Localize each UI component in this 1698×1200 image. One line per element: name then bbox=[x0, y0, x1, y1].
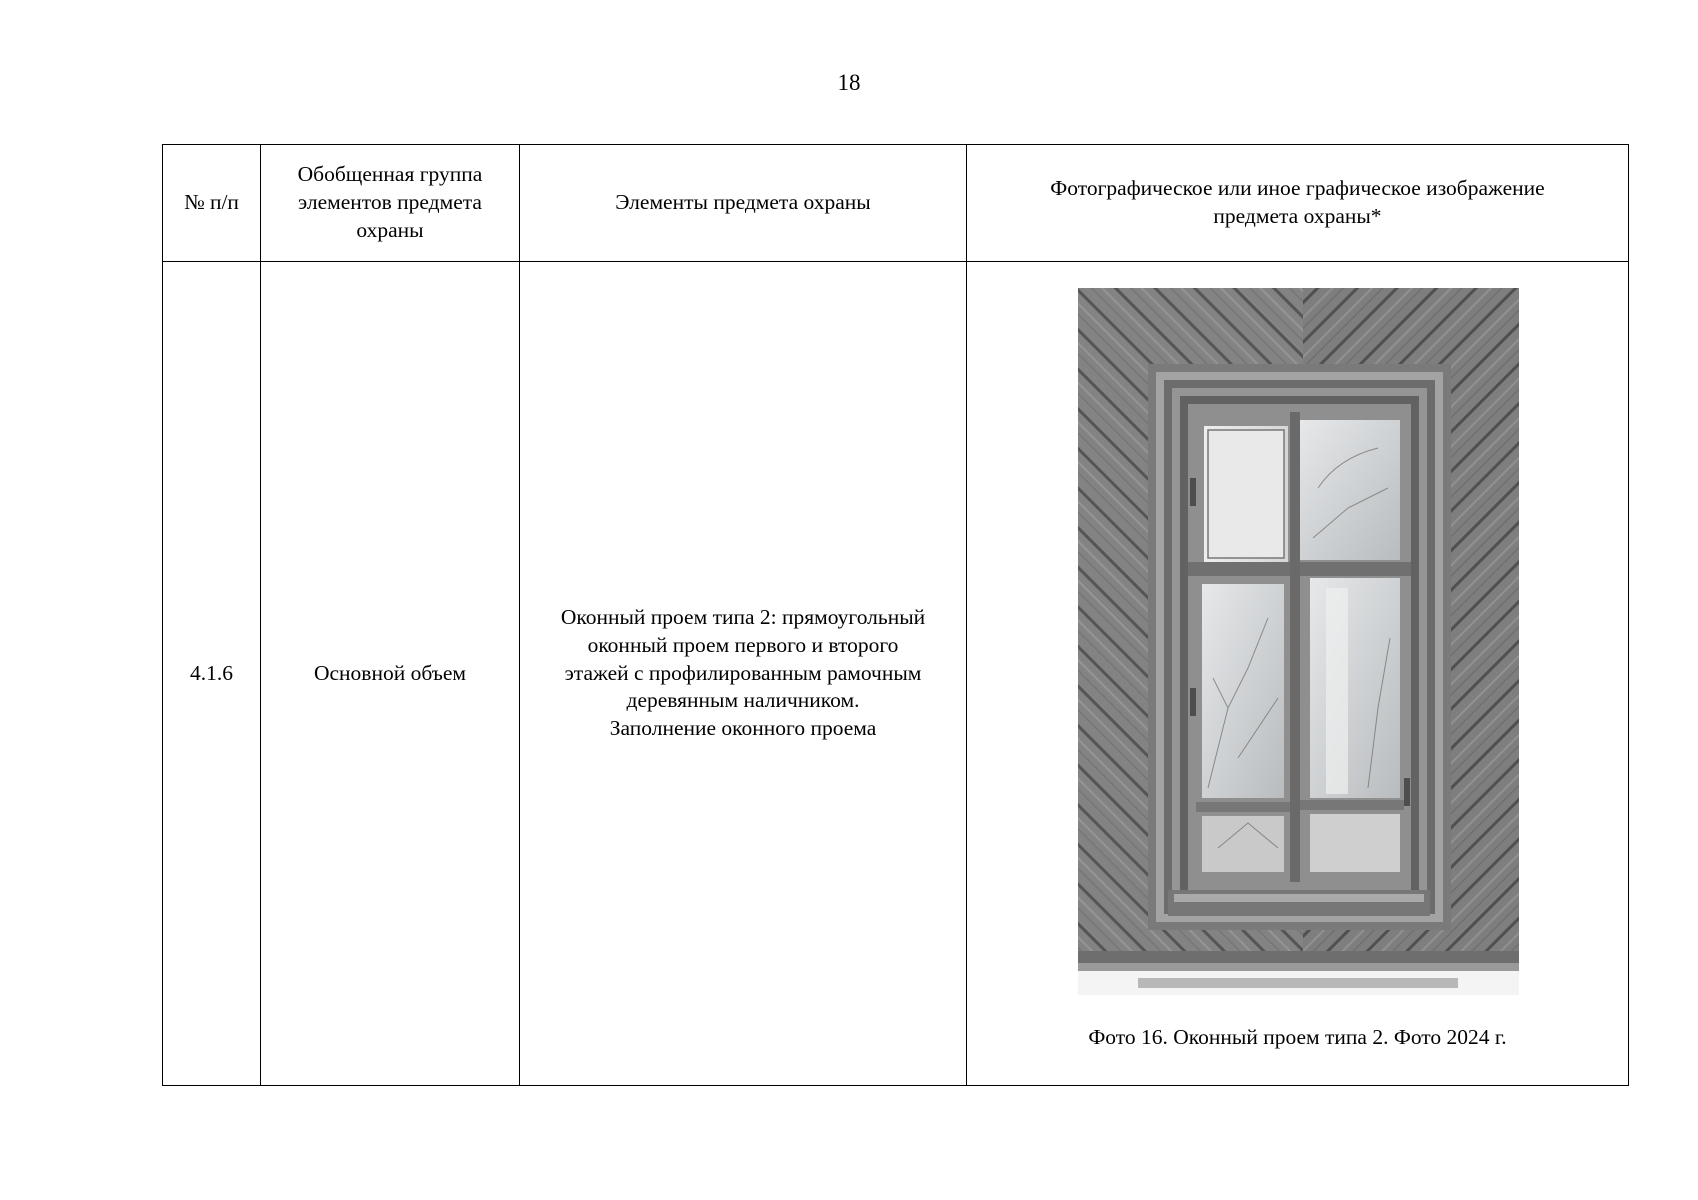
protection-subject-table bbox=[162, 144, 1629, 1086]
header-image: Фотографическое или иное графическое изображение предмета охраны* bbox=[967, 145, 1629, 262]
page-number: 18 bbox=[837, 70, 861, 95]
row-elements: Оконный проем типа 2: прямоугольный оконный проем первого и второго этажей с профилированным рамочным деревянным наличником. Заполнение оконного проема bbox=[520, 262, 967, 1086]
header-number: № п/п bbox=[163, 145, 261, 262]
row-group: Основной объем bbox=[261, 262, 520, 1086]
row-number: 4.1.6 bbox=[163, 262, 261, 1086]
table-row bbox=[163, 262, 1629, 1086]
photo-caption: Фото 16. Оконный проем типа 2. Фото 2024 г. bbox=[1088, 1025, 1507, 1049]
header-group: Обобщенная группа элементов предмета охраны bbox=[261, 145, 520, 262]
table-header-row bbox=[163, 145, 1629, 262]
header-elements: Элементы предмета охраны bbox=[520, 145, 967, 262]
row-image-cell bbox=[967, 262, 1629, 1086]
window-photo bbox=[1078, 288, 1519, 995]
